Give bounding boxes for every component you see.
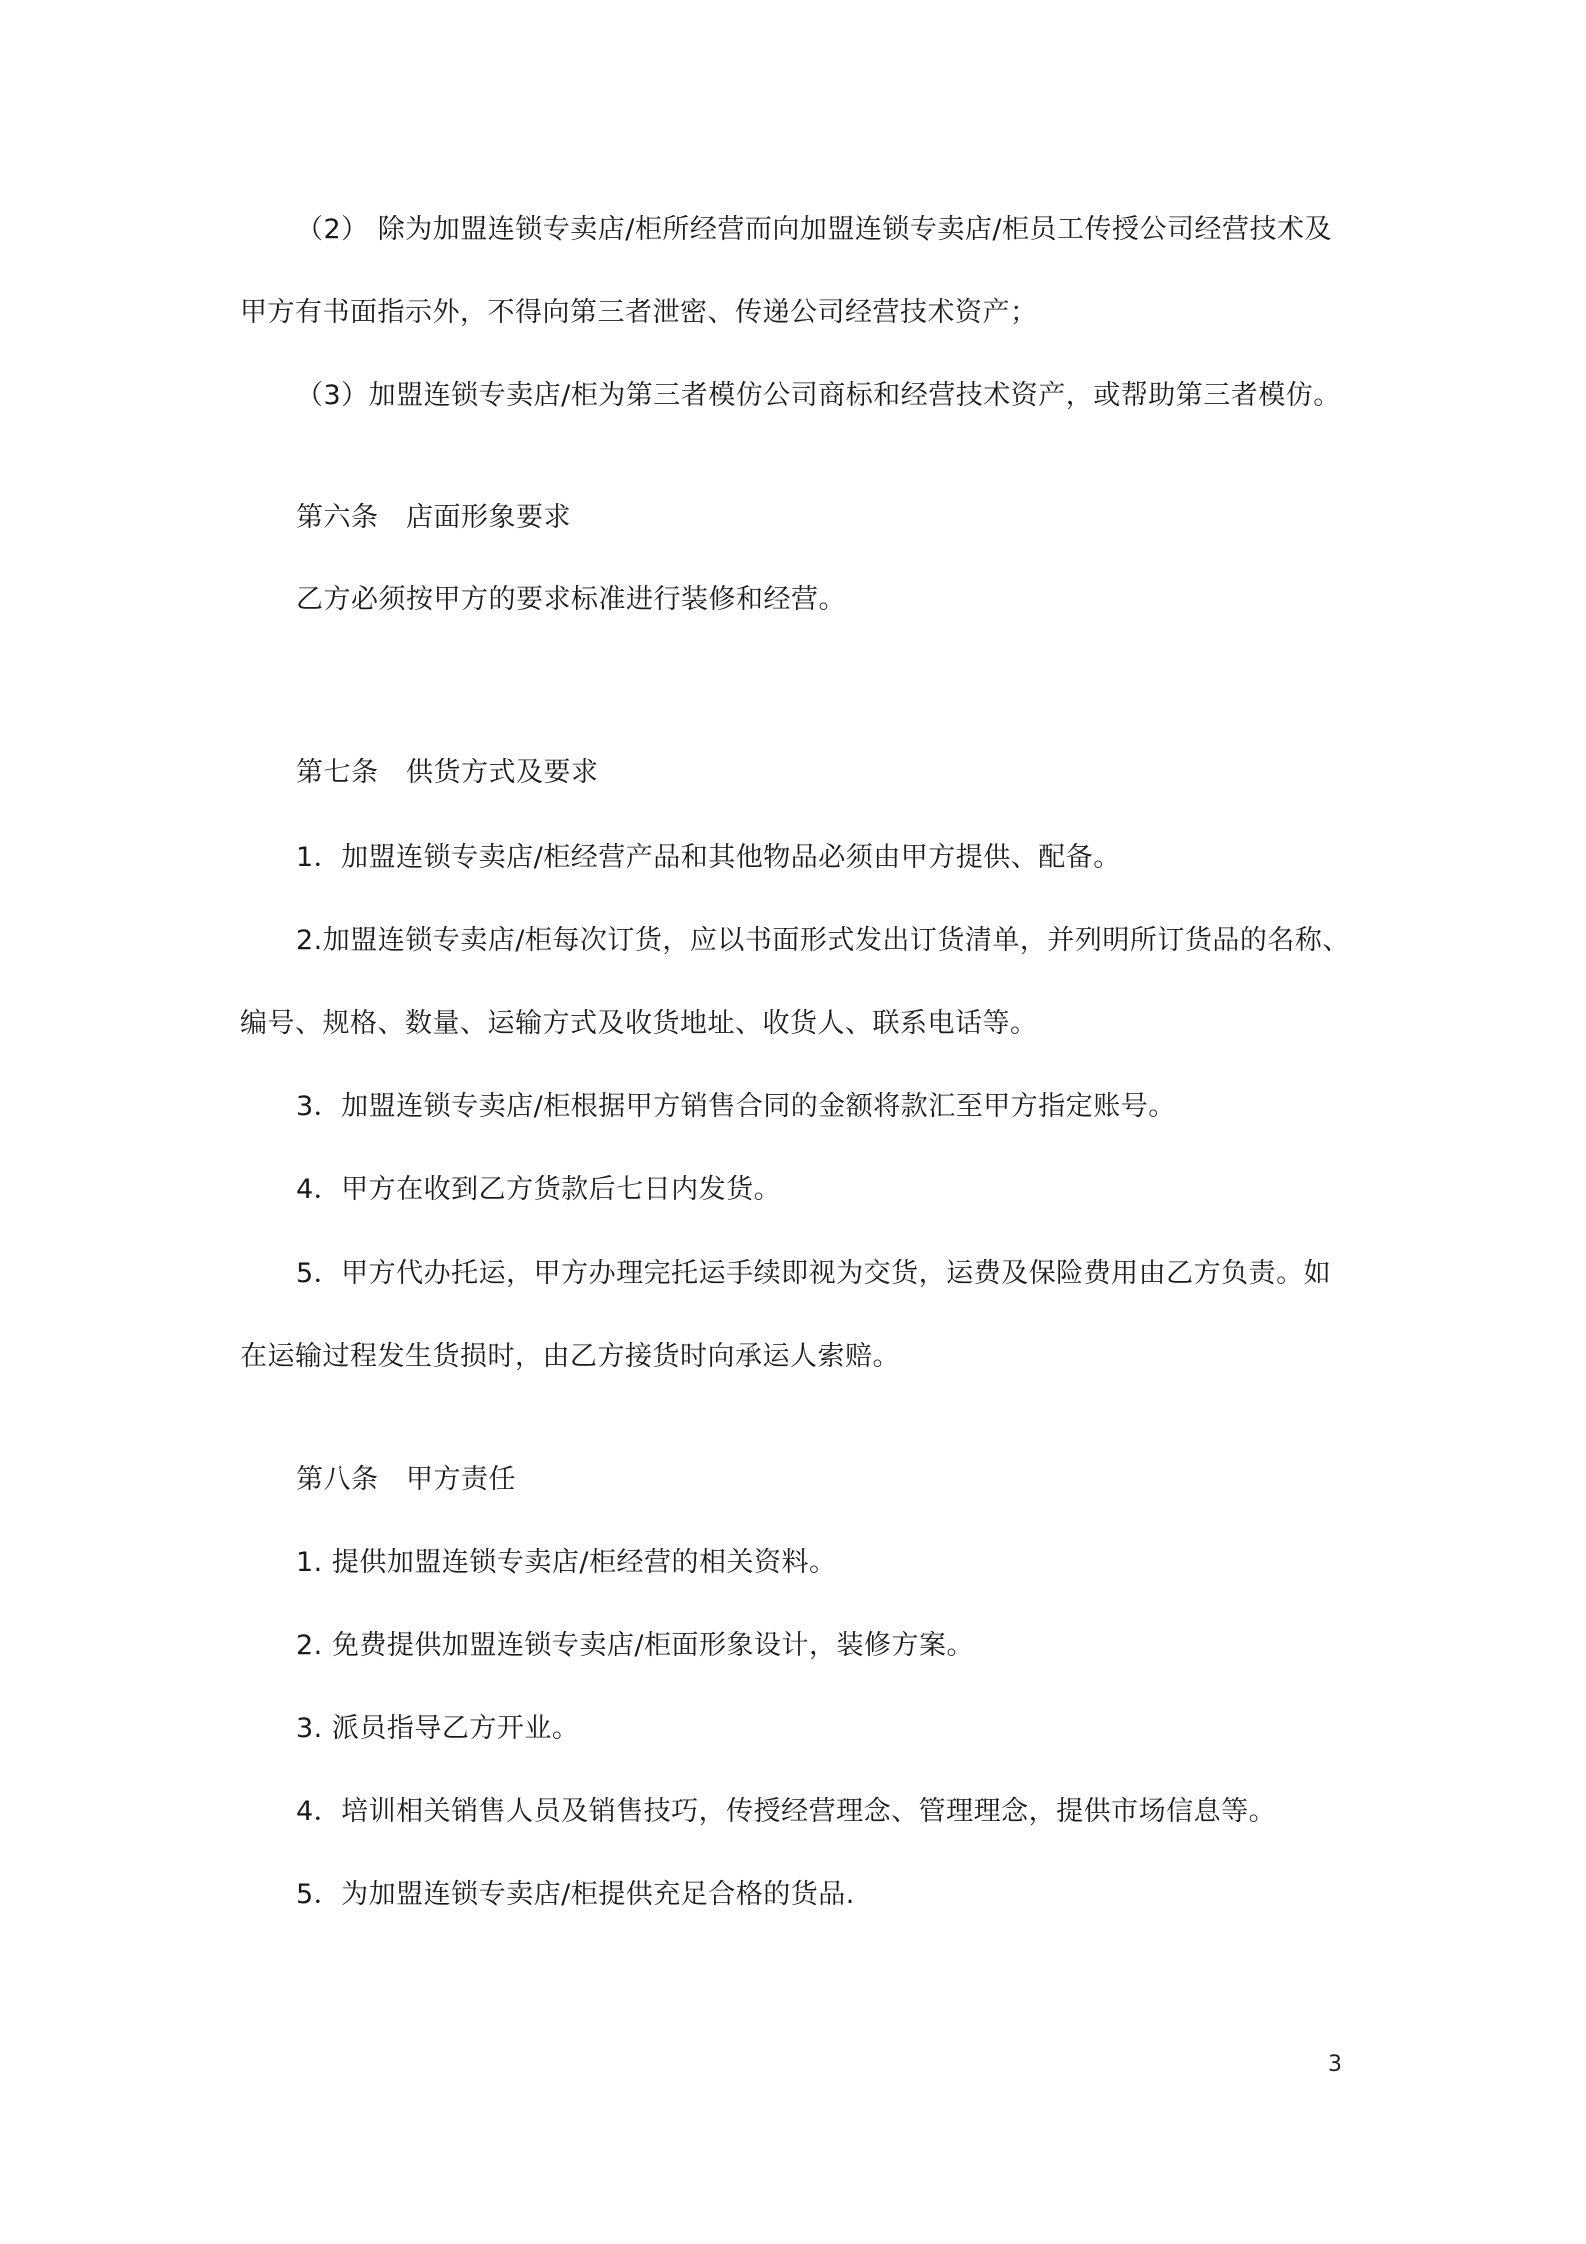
article-7-item-4: 4．甲方在收到乙方货款后七日内发货。 — [296, 1174, 782, 1205]
article-6-heading: 第六条 店面形象要求 — [296, 502, 571, 533]
clause-5-item-2-line-1: （2） 除为加盟连锁专卖店/柜所经营而向加盟连锁专卖店/柜员工传授公司经营技术及 — [296, 214, 1332, 245]
article-8-item-3: 3. 派员指导乙方开业。 — [296, 1713, 580, 1744]
article-7-item-1: 1．加盟连锁专卖店/柜经营产品和其他物品必须由甲方提供、配备。 — [296, 842, 1121, 873]
article-8-item-4: 4．培训相关销售人员及销售技巧，传授经营理念、管理理念，提供市场信息等。 — [296, 1796, 1277, 1827]
article-7-item-2-line-2: 编号、规格、数量、运输方式及收货地址、收货人、联系电话等。 — [240, 1008, 1038, 1039]
page-number: 3 — [1328, 2052, 1342, 2077]
article-8-item-5: 5．为加盟连锁专卖店/柜提供充足合格的货品. — [296, 1879, 855, 1910]
article-7-heading: 第七条 供货方式及要求 — [296, 757, 599, 788]
clause-5-item-2-line-2: 甲方有书面指示外，不得向第三者泄密、传递公司经营技术资产； — [240, 297, 1038, 328]
clause-5-item-3: （3）加盟连锁专卖店/柜为第三者模仿公司商标和经营技术资产，或帮助第三者模仿。 — [296, 380, 1341, 411]
article-6-body: 乙方必须按甲方的要求标准进行装修和经营。 — [296, 584, 846, 615]
article-7-item-2-line-1: 2.加盟连锁专卖店/柜每次订货，应以书面形式发出订货清单，并列明所订货品的名称、 — [296, 925, 1350, 956]
article-7-item-5-line-2: 在运输过程发生货损时，由乙方接货时向承运人索赔。 — [240, 1341, 900, 1372]
article-8-heading: 第八条 甲方责任 — [296, 1464, 516, 1495]
article-7-item-5-line-1: 5．甲方代办托运，甲方办理完托运手续即视为交货，运费及保险费用由乙方负责。如 — [296, 1258, 1332, 1289]
article-7-item-3: 3．加盟连锁专卖店/柜根据甲方销售合同的金额将款汇至甲方指定账号。 — [296, 1091, 1176, 1122]
article-8-item-2: 2. 免费提供加盟连锁专卖店/柜面形象设计，装修方案。 — [296, 1630, 974, 1661]
article-8-item-1: 1. 提供加盟连锁专卖店/柜经营的相关资料。 — [296, 1547, 837, 1578]
